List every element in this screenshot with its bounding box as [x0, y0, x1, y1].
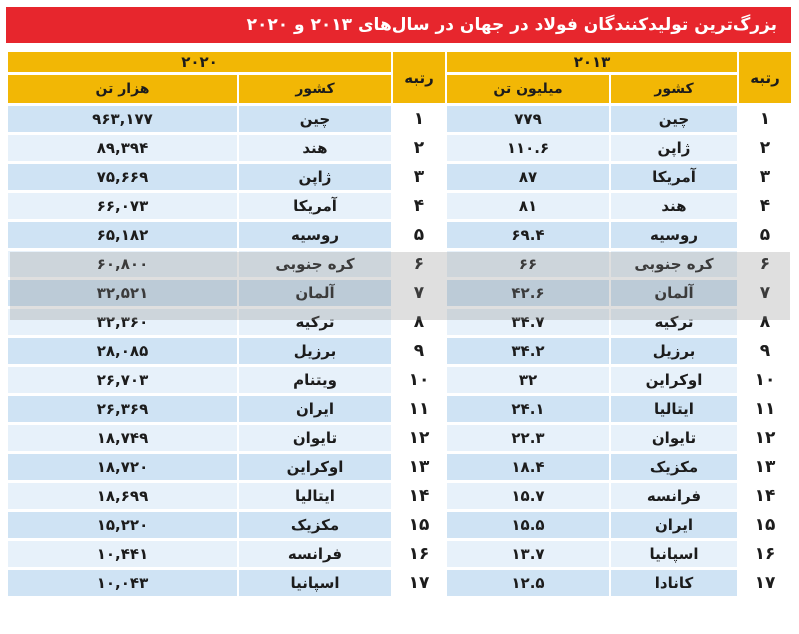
rank-2020: ۴: [393, 193, 445, 219]
rank-2020: ۱۶: [393, 541, 445, 567]
value-2020: ۱۸,۷۴۹: [8, 425, 237, 451]
value-2020: ۲۶,۳۶۹: [8, 396, 237, 422]
value-2020: ۲۸,۰۸۵: [8, 338, 237, 364]
rank-2020: ۱۷: [393, 570, 445, 596]
year-header-2013: ۲۰۱۳: [447, 52, 737, 72]
table-row: [8, 338, 791, 364]
country-2020: ویتنام: [239, 367, 391, 393]
rank-2020: ۱۳: [393, 454, 445, 480]
country-2020: ایران: [239, 396, 391, 422]
table-row: [8, 454, 791, 480]
rank-2013: ۹: [739, 338, 791, 364]
country-2020: اوکراین: [239, 454, 391, 480]
table-row: [8, 164, 791, 190]
country-2013: آمریکا: [611, 164, 737, 190]
country-2020: ترکیه: [239, 309, 391, 335]
table-body: [8, 106, 791, 596]
country-2013: کانادا: [611, 570, 737, 596]
table-row: [8, 570, 791, 596]
value-2013: ۳۲: [447, 367, 609, 393]
country-2020: برزیل: [239, 338, 391, 364]
value-2020: ۱۵,۲۲۰: [8, 512, 237, 538]
value-2013: ۱۳.۷: [447, 541, 609, 567]
rank-2020: ۹: [393, 338, 445, 364]
table-row: [8, 251, 791, 277]
value-2013: ۶۹.۴: [447, 222, 609, 248]
table-row: [8, 280, 791, 306]
value-2013: ۳۴.۲: [447, 338, 609, 364]
country-2013: مکزیک: [611, 454, 737, 480]
value-2020: ۱۸,۶۹۹: [8, 483, 237, 509]
value-2020: ۲۶,۷۰۳: [8, 367, 237, 393]
rank-2013: ۱: [739, 106, 791, 132]
country-2020: تایوان: [239, 425, 391, 451]
rank-2013: ۱۷: [739, 570, 791, 596]
value-2020: ۶۰,۸۰۰: [8, 251, 237, 277]
rank-2013: ۸: [739, 309, 791, 335]
country-2020: ژاپن: [239, 164, 391, 190]
rank-2013: ۲: [739, 135, 791, 161]
value-2013: ۱۸.۴: [447, 454, 609, 480]
table-row: [8, 222, 791, 248]
value-2020: ۶۶,۰۷۳: [8, 193, 237, 219]
rank-2013: ۱۵: [739, 512, 791, 538]
rank-2020: ۱۴: [393, 483, 445, 509]
value-2020: ۱۸,۷۲۰: [8, 454, 237, 480]
unit-header-2020: هزار تن: [8, 75, 237, 103]
rank-2013: ۳: [739, 164, 791, 190]
rank-2013: ۱۴: [739, 483, 791, 509]
value-2013: ۱۱۰.۶: [447, 135, 609, 161]
value-2013: ۱۵.۷: [447, 483, 609, 509]
rank-header-2020: رتبه: [393, 52, 445, 103]
rank-2020: ۱۰: [393, 367, 445, 393]
value-2020: ۸۹,۳۹۴: [8, 135, 237, 161]
country-2013: کره جنوبی: [611, 251, 737, 277]
country-2013: فرانسه: [611, 483, 737, 509]
country-2013: برزیل: [611, 338, 737, 364]
value-2013: ۸۷: [447, 164, 609, 190]
table-row: [8, 425, 791, 451]
rank-2013: ۶: [739, 251, 791, 277]
country-2013: اسپانیا: [611, 541, 737, 567]
table-row: [8, 541, 791, 567]
country-2020: روسیه: [239, 222, 391, 248]
rank-2020: ۵: [393, 222, 445, 248]
rank-2013: ۱۲: [739, 425, 791, 451]
table-row: [8, 512, 791, 538]
value-2020: ۳۲,۳۶۰: [8, 309, 237, 335]
rank-2020: ۱۱: [393, 396, 445, 422]
rank-2013: ۷: [739, 280, 791, 306]
table-row: [8, 309, 791, 335]
rank-2013: ۱۱: [739, 396, 791, 422]
country-2013: ترکیه: [611, 309, 737, 335]
rank-2013: ۱۶: [739, 541, 791, 567]
country-2013: اوکراین: [611, 367, 737, 393]
country-2020: مکزیک: [239, 512, 391, 538]
country-2013: چین: [611, 106, 737, 132]
rank-2020: ۳: [393, 164, 445, 190]
value-2013: ۷۷۹: [447, 106, 609, 132]
country-2013: تایوان: [611, 425, 737, 451]
value-2020: ۷۵,۶۶۹: [8, 164, 237, 190]
rank-2013: ۴: [739, 193, 791, 219]
table-title: بزرگ‌ترین تولیدکنندگان فولاد در جهان در سال‌های ۲۰۱۳ و ۲۰۲۰: [6, 7, 791, 43]
country-2020: ایتالیا: [239, 483, 391, 509]
value-2020: ۳۲,۵۲۱: [8, 280, 237, 306]
country-2020: چین: [239, 106, 391, 132]
rank-2013: ۱۰: [739, 367, 791, 393]
year-header-2020: ۲۰۲۰: [8, 52, 391, 72]
rank-2013: ۱۳: [739, 454, 791, 480]
value-2020: ۱۰,۴۴۱: [8, 541, 237, 567]
steel-producers-table: [6, 49, 793, 599]
rank-2013: ۵: [739, 222, 791, 248]
country-2020: آمریکا: [239, 193, 391, 219]
country-2020: کره جنوبی: [239, 251, 391, 277]
value-2013: ۶۶: [447, 251, 609, 277]
table-row: [8, 483, 791, 509]
rank-2020: ۲: [393, 135, 445, 161]
value-2013: ۸۱: [447, 193, 609, 219]
table-row: [8, 135, 791, 161]
unit-header-2013: میلیون تن: [447, 75, 609, 103]
table-row: [8, 106, 791, 132]
value-2013: ۱۲.۵: [447, 570, 609, 596]
value-2013: ۲۴.۱: [447, 396, 609, 422]
country-2020: هند: [239, 135, 391, 161]
country-2013: آلمان: [611, 280, 737, 306]
country-2013: ایتالیا: [611, 396, 737, 422]
country-header-2013: کشور: [611, 75, 737, 103]
country-2013: ژاپن: [611, 135, 737, 161]
country-2020: اسپانیا: [239, 570, 391, 596]
rank-2020: ۶: [393, 251, 445, 277]
value-2013: ۱۵.۵: [447, 512, 609, 538]
country-2020: فرانسه: [239, 541, 391, 567]
value-2020: ۹۶۳,۱۷۷: [8, 106, 237, 132]
rank-2020: ۱۲: [393, 425, 445, 451]
table-row: [8, 367, 791, 393]
country-2013: روسیه: [611, 222, 737, 248]
value-2013: ۲۲.۳: [447, 425, 609, 451]
rank-2020: ۱: [393, 106, 445, 132]
table-row: [8, 396, 791, 422]
rank-2020: ۷: [393, 280, 445, 306]
country-2013: ایران: [611, 512, 737, 538]
country-2020: آلمان: [239, 280, 391, 306]
value-2013: ۴۲.۶: [447, 280, 609, 306]
value-2020: ۱۰,۰۴۳: [8, 570, 237, 596]
table-row: [8, 193, 791, 219]
rank-2020: ۱۵: [393, 512, 445, 538]
rank-2020: ۸: [393, 309, 445, 335]
country-2013: هند: [611, 193, 737, 219]
value-2020: ۶۵,۱۸۲: [8, 222, 237, 248]
value-2013: ۳۴.۷: [447, 309, 609, 335]
rank-header-2013: رتبه: [739, 52, 791, 103]
country-header-2020: کشور: [239, 75, 391, 103]
